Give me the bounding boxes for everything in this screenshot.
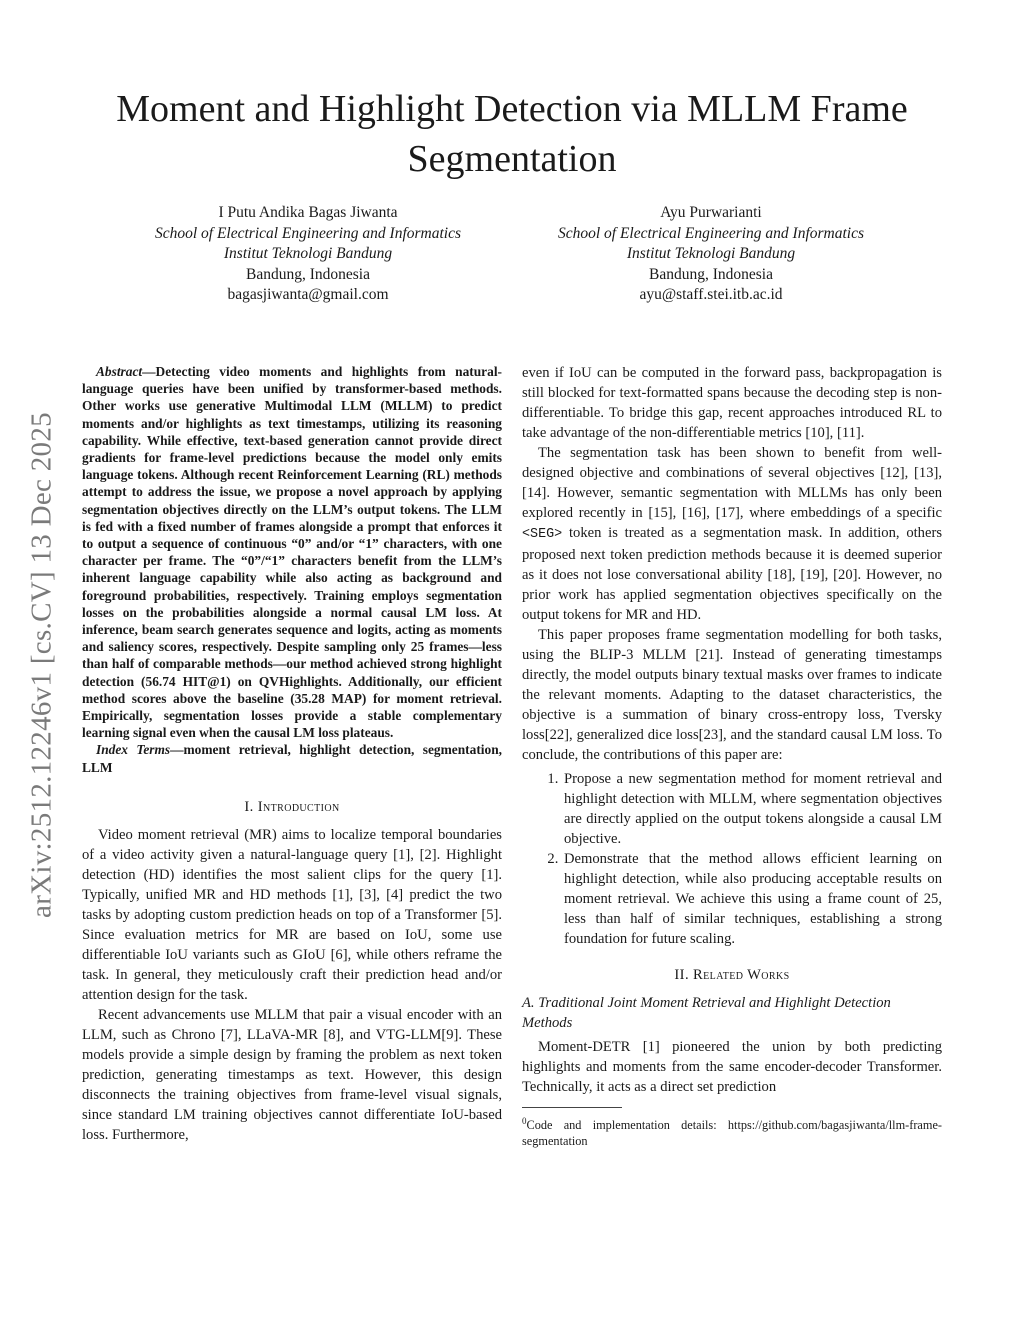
author-institution: Institut Teknologi Bandung [626, 245, 796, 262]
footnote-rule [522, 1107, 622, 1108]
author-department: School of Electrical Engineering and Informatics [154, 224, 462, 242]
author-block-1 [108, 203, 508, 306]
footnote-text: Code and implementation details: https://github.com/bagasjiwanta/llm-frame-segmentation [522, 1118, 942, 1149]
author-name: Ayu Purwarianti [660, 204, 762, 221]
intro-paragraph-3: even if IoU can be computed in the forward pass, backpropagation is still blocked for text-formatted spans because the decoding step is non-differentiable. To bridge this gap, recent approaches introduced RL to take advantage of the non-differentiable metrics [10], [11]. [522, 365, 942, 441]
section-heading-introduction: I. Introduction [244, 798, 340, 815]
author-name: I Putu Andika Bagas Jiwanta [218, 204, 398, 221]
contribution-list [522, 769, 942, 949]
intro-paragraph-2: Recent advancements use MLLM that pair a visual encoder with an LLM, such as Chrono [7], LLaVA-MR [8], and VTG-LLM[9]. These models provide a simple design by framing the problem as next token prediction, generating timestamps as text. However, this design disconnects the training objectives from frame-level visual signals, since standard LM training objectives cannot differentiate IoU-based loss. Furthermore, [82, 1006, 502, 1143]
intro-paragraph-5: This paper proposes frame segmentation modelling for both tasks, using the BLIP-3 MLLM [21]. Instead of generating timestamps directly, the model outputs binary textual masks over frames to indicate the relevant moments. Adapting to the dataset characteristics, the objective is a summation of binary cross-entropy loss, Tversky loss[22], generalized dice loss[23], and the standard causal LM loss. To conclude, the contributions of this paper are: [522, 627, 942, 763]
abstract-label: Abstract [96, 364, 143, 379]
author-institution: Institut Teknologi Bandung [223, 245, 393, 262]
index-terms-text: —moment retrieval, highlight detection, segmentation, LLM [82, 742, 502, 775]
related-paragraph-1: Moment-DETR [1] pioneered the union by both predicting highlights and moments from the same encoder-decoder Transformer. Technically, it acts as a direct set prediction [522, 1039, 942, 1095]
author-location: Bandung, Indonesia [649, 265, 773, 283]
index-terms-label: Index Terms [96, 742, 171, 758]
contribution-item: 2. Demonstrate that the method allows efficient learning on highlight detection, while also producing acceptable results on moment retrieval. We achieve this using a frame count of 25, less than half of similar techniques, establishing a strong foundation for future scaling. [562, 849, 942, 949]
paper-title: Moment and Highlight Detection via MLLM Frame Segmentation [116, 88, 908, 180]
author-block-2 [511, 203, 911, 306]
index-terms [82, 741, 502, 775]
intro-paragraph-4 [522, 443, 942, 625]
intro-paragraph-1: Video moment retrieval (MR) aims to localize temporal boundaries of a video activity given a natural-language query [1], [2]. Highlight detection (HD) identifies the most salient clips for the query [1]. Typically, unified MR and HD methods [1], [3], [4] predict the two tasks by adopting custom prediction heads on top of a Transformer [5]. Since evaluation metrics for MR are based on IoU, some use differentiable IoU variants such as GIoU [6], while others reframe the task. In general, they meticulously craft their prediction head and/or attention design for the task. [82, 826, 502, 1003]
abstract-text: —Detecting video moments and highlights from natural-language queries have been unified by transformer-based methods. Other works use generative Multimodal LLM (MLLM) to predict moments and/or highlights as text timestamps, utilizing its reasoning capability. While effective, text-based generation cannot provide direct gradients for frame-level predictions because the model only emits language tokens. Although recent Reinforcement Learning (RL) methods attempt to address the issue, we propose a novel approach by applying segmentation objectives directly on the LLM’s output tokens. The LLM is fed with a fixed number of frames alongside a prompt that enforces it to output a sequence of continuous “0” and/or “1” characters, with one character per frame. The “0”/“1” characters benefit from the LLM’s inherent language capability while also acting as background and foreground probabilities, respectively. Training employs segmentation losses on the probabilities alongside a normal causal LM loss. At inference, beam search generates sequence and logits, acting as moments and saliency scores, respectively. Despite sampling only 25 frames—less than half of comparable methods—our method achieved strong highlight detection (56.74 HIT@1) on QVHighlights. Additionally, our efficient method scores above the baseline (35.28 MAP) for moment retrieval. Empirically, segmentation losses provide a stable complementary learning signal even when the causal LM loss plateaus. [82, 364, 502, 741]
footnote-mark: 0 [522, 1116, 527, 1126]
seg-token: <SEG> [522, 527, 563, 542]
author-email: ayu@staff.stei.itb.ac.id [639, 286, 783, 303]
intro-paragraph-4-part-2: token is treated as a segmentation mask. In addition, others proposed next token prediction methods because it is deemed superior as it does not lose conversational ability [18], [19], [20]. However, no prior work has applied segmentation objectives specifically on the output tokens for MR and HD. [522, 525, 942, 623]
intro-paragraph-4-part-1: The segmentation task has been shown to benefit from well-designed objective and combinations of several objectives [12], [13], [14]. However, semantic segmentation with MLLMs has only been explored recently in [15], [16], [17], where embeddings of a specific [522, 445, 942, 521]
arxiv-identifier: arXiv:2512.12246v1 [cs.CV] 13 Dec 2025 [25, 412, 58, 918]
section-heading-related-works: II. Related Works [674, 967, 790, 983]
subsection-heading: A. Traditional Joint Moment Retrieval and Highlight Detection Methods [522, 995, 891, 1031]
right-column [522, 363, 942, 1149]
footnote [522, 1113, 942, 1149]
left-column [82, 363, 502, 1145]
abstract [82, 363, 502, 741]
contribution-item: 1. Propose a new segmentation method for moment retrieval and highlight detection with MLLM, where segmentation objectives are directly applied on the output tokens alongside a causal LM objective. [562, 769, 942, 849]
author-department: School of Electrical Engineering and Informatics [557, 224, 865, 242]
author-location: Bandung, Indonesia [246, 265, 370, 283]
author-email: bagasjiwanta@gmail.com [227, 286, 389, 303]
